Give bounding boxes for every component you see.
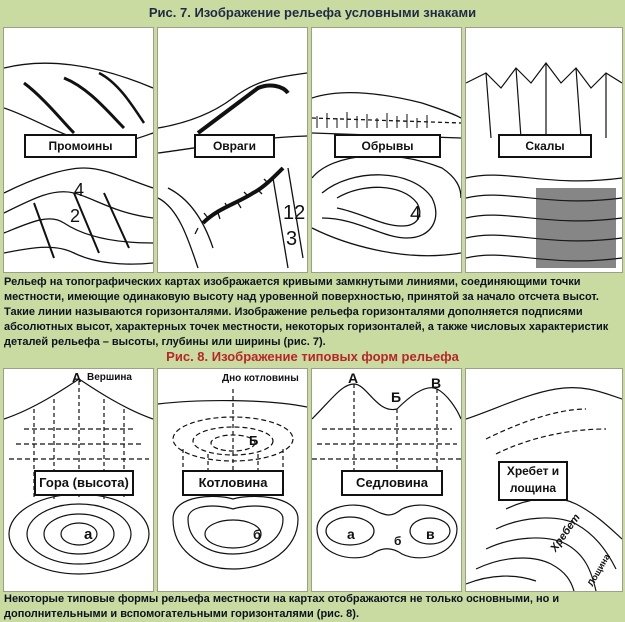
figure-8-title: Рис. 8. Изображение типовых форм рельефа [166, 349, 459, 364]
panel-hrebet [465, 368, 623, 592]
gora-map-letter: а [84, 526, 93, 543]
figure-7-title: Рис. 7. Изображение рельефа условными знаками [148, 5, 477, 20]
skaly-label: Скалы [498, 134, 592, 158]
sedlovina-map-letter-a: а [347, 526, 355, 542]
obryvy-label: Обрывы [334, 134, 441, 158]
gora-top-caption: Вершина [87, 372, 132, 383]
ovragi-mark-3: 3 [286, 228, 298, 250]
hrebet-label-line1: Хребет и [506, 464, 560, 478]
gora-label: Гора (высота) [34, 470, 134, 496]
panel-sedlovina [311, 368, 462, 592]
panel-ovragi [157, 27, 308, 273]
sedlovina-label: Седловина [341, 470, 443, 496]
hrebet-label-line2: лощина [509, 481, 557, 495]
sedlovina-map-letter-b: б [394, 534, 402, 548]
panel-gora [3, 368, 154, 592]
paragraph-typical-forms: Некоторые типовые формы рельефа местности на картах отображаются не только основными, но и дополнительными и вспомогательными горизонталями (рис. 8). [4, 593, 560, 620]
sedlovina-letter-v: В [431, 375, 442, 391]
panel-skaly [465, 27, 623, 273]
sedlovina-letter-a: А [348, 370, 359, 386]
kotlovina-top-caption: Дно котловины [222, 373, 299, 384]
panel-kotlovina [157, 368, 308, 592]
gora-top-letter: А [72, 370, 82, 385]
panel-promoiny [3, 27, 154, 273]
kotlovina-top-letter: Б [249, 433, 259, 448]
promoiny-mark-2: 2 [70, 206, 81, 226]
paragraph-relief-description: Рельеф на топографических картах изображается кривыми замкнутыми линиями, соединяющими точки местности, имеющие одинаковую высоту над уровенной поверхностью, принятой за начало отсчета высот. Такие линии называются горизонталями. Изображение рельефа горизонталями дополняется подписями абсолютных высот, характерных точек местности, некоторых горизонталей, а также числовых характеристик деталей рельефа – высоты, глубины или ширины (рис. 7). [4, 276, 609, 348]
hrebet-map-word: Хребет [548, 511, 583, 555]
sedlovina-letter-b: Б [391, 389, 402, 405]
obryvy-mark-4: 4 [410, 203, 422, 225]
sedlovina-map-letter-v: в [426, 526, 435, 542]
ovragi-mark-12: 12 [283, 202, 306, 224]
ovragi-label: Овраги [194, 134, 275, 158]
hrebet-label [498, 461, 568, 501]
promoiny-label: Промоины [24, 134, 137, 158]
loshchina-map-word: Лощина [585, 552, 612, 588]
kotlovina-map-letter: б [253, 527, 262, 542]
promoiny-mark-4: 4 [74, 180, 85, 200]
panel-obryvy [311, 27, 462, 273]
kotlovina-label: Котловина [182, 470, 284, 496]
